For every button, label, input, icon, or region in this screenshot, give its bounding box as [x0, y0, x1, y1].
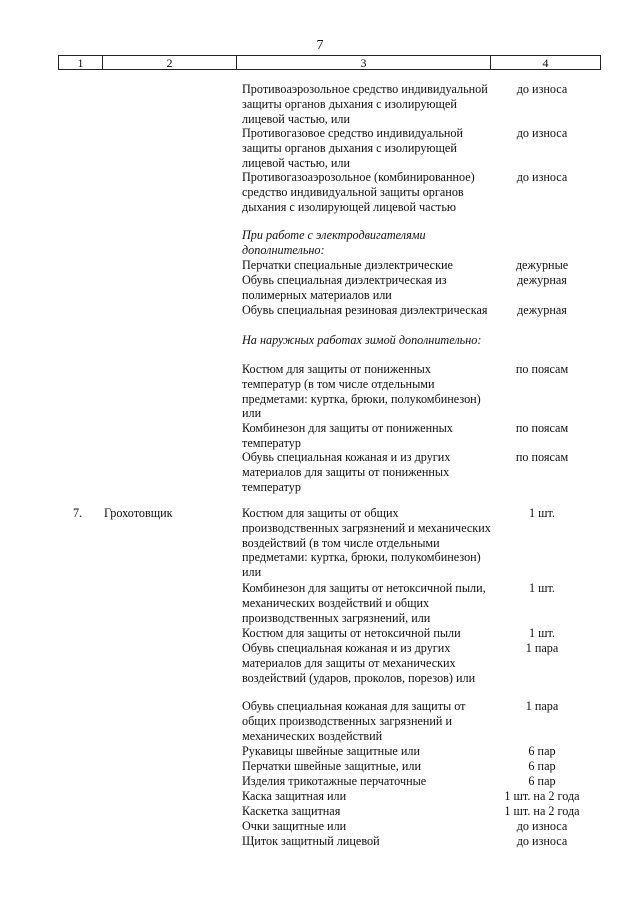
- table-row: [0, 699, 640, 744]
- issue-norm: до износа: [516, 819, 568, 833]
- equipment-description: На наружных работах зимой дополнительно:: [242, 333, 482, 347]
- equipment-description: Костюм для защиты от нетоксичной пыли: [242, 626, 461, 640]
- issue-norm: дежурная: [517, 273, 567, 287]
- equipment-description: Костюм для защиты от пониженных температур (в том числе отдельными предметами: куртка, брюки, полукомбинезон) или: [242, 362, 481, 421]
- equipment-description: Каска защитная или: [242, 789, 347, 803]
- row-number: 7.: [73, 506, 83, 520]
- equipment-description: Обувь специальная кожаная для защиты от общих производственных загрязнений и механических воздействий: [242, 699, 466, 743]
- table-row: [0, 258, 640, 273]
- table-row: [0, 804, 640, 819]
- issue-norm: до износа: [516, 126, 568, 140]
- issue-norm: 1 шт. на 2 года: [504, 789, 580, 803]
- equipment-description: Перчатки специальные диэлектрические: [242, 258, 453, 272]
- issue-norm: по поясам: [515, 450, 569, 464]
- equipment-description: Противоаэрозольное средство индивидуальной защиты органов дыхания с изолирующей лицевой частью, или: [242, 82, 488, 126]
- issue-norm: по поясам: [515, 362, 569, 376]
- table-row: [0, 834, 640, 849]
- table-row: [0, 819, 640, 834]
- issue-norm: 1 шт.: [529, 581, 555, 595]
- equipment-description: Противогазоаэрозольное (комбинированное) средство индивидуальной защиты органов дыхания с изолирующей лицевой частью: [242, 170, 475, 214]
- equipment-description: Комбинезон для защиты от нетоксичной пыли, механических воздействий и общих производственных загрязнений, или: [242, 581, 486, 625]
- table-header: [58, 55, 601, 70]
- table-row: [0, 421, 640, 450]
- issue-norm: по поясам: [515, 421, 569, 435]
- table-row: [0, 774, 640, 789]
- issue-norm: 6 пар: [528, 759, 556, 773]
- equipment-description: Обувь специальная кожаная и из других материалов для защиты от механических воздействий (ударов, проколов, порезов) или: [242, 641, 476, 685]
- equipment-description: Щиток защитный лицевой: [242, 834, 380, 848]
- table-row: [0, 362, 640, 421]
- equipment-description: Костюм для защиты от общих производственных загрязнений и механических воздействий (в том числе отдельными предметами: куртка, брюки, полукомбинезон) или: [242, 506, 491, 580]
- profession-name: Грохотовщик: [104, 506, 173, 520]
- issue-norm: 1 шт. на 2 года: [504, 804, 580, 818]
- table-row: [0, 789, 640, 804]
- issue-norm: до износа: [516, 834, 568, 848]
- equipment-description: Противогазовое средство индивидуальной защиты органов дыхания с изолирующей лицевой частью, или: [242, 126, 464, 170]
- table-row: [0, 126, 640, 171]
- equipment-description: Каскетка защитная: [242, 804, 341, 818]
- table-row: [0, 626, 640, 641]
- table-row: [0, 450, 640, 495]
- equipment-description: Перчатки швейные защитные, или: [242, 759, 422, 773]
- table-row: [0, 744, 640, 759]
- issue-norm: 1 шт.: [529, 506, 555, 520]
- issue-norm: 1 пара: [525, 641, 559, 655]
- header-col-4: 4: [542, 56, 549, 70]
- page-number: 7: [316, 38, 324, 53]
- equipment-description: Очки защитные или: [242, 819, 347, 833]
- issue-norm: дежурные: [515, 258, 569, 272]
- table-row: [0, 506, 640, 581]
- table-row: [0, 581, 640, 626]
- table-row: [0, 759, 640, 774]
- issue-norm: до износа: [516, 82, 568, 96]
- header-col-1: 1: [59, 56, 103, 69]
- issue-norm: 6 пар: [528, 744, 556, 758]
- table-row: [0, 273, 640, 303]
- table-row: [0, 170, 640, 228]
- equipment-description: Обувь специальная диэлектрическая из полимерных материалов или: [242, 273, 447, 302]
- equipment-description: Рукавицы швейные защитные или: [242, 744, 420, 758]
- table-row: [0, 333, 640, 362]
- header-col-3: 3: [237, 56, 491, 69]
- issue-norm: дежурная: [517, 303, 567, 317]
- issue-norm: 1 шт.: [529, 626, 555, 640]
- equipment-description: Обувь специальная кожаная и из других материалов для защиты от пониженных температур: [242, 450, 451, 494]
- issue-norm: 6 пар: [528, 774, 556, 788]
- issue-norm: 1 пара: [525, 699, 559, 713]
- equipment-description: При работе с электродвигателями дополнительно:: [242, 228, 426, 257]
- issue-norm: до износа: [516, 170, 568, 184]
- equipment-description: Комбинезон для защиты от пониженных температур: [242, 421, 453, 450]
- equipment-description: Обувь специальная резиновая диэлектрическая: [242, 303, 488, 317]
- table-row: [0, 303, 640, 333]
- header-col-2: 2: [103, 56, 237, 69]
- equipment-description: Изделия трикотажные перчаточные: [242, 774, 427, 788]
- table-row: [0, 82, 640, 127]
- table-row: [0, 641, 640, 699]
- table-row: [0, 228, 640, 258]
